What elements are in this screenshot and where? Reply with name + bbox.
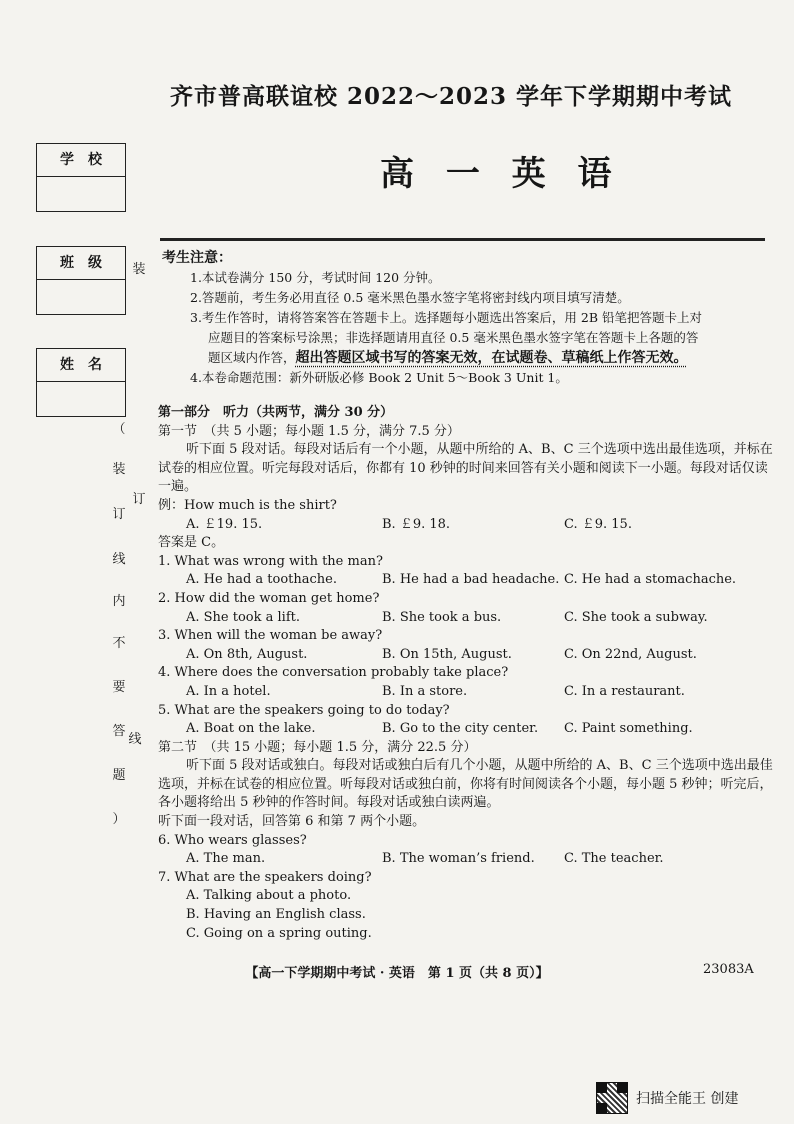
option[interactable]: C. In a restaurant. xyxy=(564,683,685,699)
notice-block xyxy=(162,248,772,388)
binding-char: 装 xyxy=(112,462,126,477)
notice-item: 2.答题前，考生务必用直径 0.5 毫米黑色墨水签字笔将密封线内项目填写清楚。 xyxy=(190,290,630,305)
header-rule xyxy=(160,238,765,241)
exam-title: 齐市普高联谊校 2022～2023 学年下学期期中考试 xyxy=(170,83,733,110)
subject-title: 高 一 英 语 xyxy=(380,154,622,194)
option[interactable]: C. Paint something. xyxy=(564,721,693,737)
question: 7. What are the speakers doing? xyxy=(158,869,372,885)
option[interactable]: A. In a hotel. xyxy=(186,683,271,699)
option[interactable]: B. ￡9. 18. xyxy=(382,516,451,532)
option[interactable]: A. She took a lift. xyxy=(186,609,301,625)
bind-mark: 装 xyxy=(132,262,146,277)
question: 5. What are the speakers going to do today? xyxy=(158,702,450,718)
option[interactable]: C. ￡9. 15. xyxy=(564,516,632,532)
binding-char: 内 xyxy=(112,594,126,609)
class-label: 班 级 xyxy=(37,247,125,280)
option[interactable]: B. Having an English class. xyxy=(186,907,366,923)
section1-heading: 第一节 （共 5 小题；每小题 1.5 分，满分 7.5 分） xyxy=(158,423,460,439)
bind-mark: 线 xyxy=(128,732,142,747)
binding-char: （ xyxy=(112,422,126,437)
binding-char: 不 xyxy=(112,636,126,651)
notice-text: 题区域内作答， xyxy=(208,350,296,365)
option[interactable]: B. Go to the city center. xyxy=(382,721,539,737)
notice-item: 应题目的答案标号涂黑；非选择题请用直径 0.5 毫米黑色墨水签字笔在答题卡上各题的答 xyxy=(208,330,699,345)
example-answer: 答案是 C。 xyxy=(158,535,225,551)
option[interactable]: B. She took a bus. xyxy=(382,609,502,625)
question: 3. When will the woman be away? xyxy=(158,628,383,644)
option[interactable]: A. Boat on the lake. xyxy=(186,721,316,737)
watermark-text: 扫描全能王 创建 xyxy=(636,1091,739,1107)
name-label: 姓 名 xyxy=(37,349,125,382)
binding-char: ） xyxy=(112,812,126,827)
school-label: 学 校 xyxy=(37,144,125,177)
notice-item xyxy=(162,348,772,368)
option[interactable]: C. He had a stomachache. xyxy=(564,572,737,588)
option[interactable]: B. The woman’s friend. xyxy=(382,851,535,867)
page-footer: 【高一下学期期中考试 · 英语 第 1 页（共 8 页）】 xyxy=(245,966,549,981)
option[interactable]: B. He had a bad headache. xyxy=(382,572,560,588)
option[interactable]: A. Talking about a photo. xyxy=(186,888,352,904)
option[interactable]: B. On 15th, August. xyxy=(382,646,512,662)
binding-char: 题 xyxy=(112,768,126,783)
section1-instructions: 听下面 5 段对话。每段对话后有一个小题，从题中所给的 A、B、C 三个选项中选出最佳选项，并标在试卷的相应位置。听完每段对话后，你都有 10 秒钟的时间来回答有关小题和阅读下一小题。每段对话仅读一遍。 xyxy=(158,442,773,495)
options xyxy=(158,720,778,739)
qr-code-icon xyxy=(596,1082,628,1114)
option[interactable]: A. The man. xyxy=(186,851,266,867)
class-box xyxy=(36,246,126,315)
option[interactable]: C. On 22nd, August. xyxy=(564,646,697,662)
question: 6. Who wears glasses? xyxy=(158,832,307,848)
school-box xyxy=(36,143,126,212)
bind-mark: 订 xyxy=(132,492,146,507)
option[interactable]: A. He had a toothache. xyxy=(186,572,337,588)
question: 4. Where does the conversation probably take place? xyxy=(158,665,509,681)
option[interactable]: C. She took a subway. xyxy=(564,609,708,625)
notice-item: 1.本试卷满分 150 分，考试时间 120 分钟。 xyxy=(190,270,441,285)
section2-instructions: 听下面 5 段对话或独白。每段对话或独白后有几个小题，从题中所给的 A、B、C 三个选项中选出最佳选项，并标在试卷的相应位置。听每段对话或独白前，你将有时间阅读各个小题，每小题 5 秒钟；听完后，各小题将给出 5 秒钟的作答时间。每段对话或独白读两遍。 xyxy=(158,758,773,811)
option[interactable]: A. On 8th, August. xyxy=(186,646,308,662)
option[interactable]: A. ￡19. 15. xyxy=(186,516,263,532)
name-field[interactable] xyxy=(37,382,125,416)
class-field[interactable] xyxy=(37,280,125,314)
listening-section xyxy=(158,404,778,943)
binding-char: 订 xyxy=(112,507,126,522)
options xyxy=(158,646,778,665)
scanner-watermark xyxy=(596,1082,738,1114)
options xyxy=(158,609,778,628)
example-question: 例：How much is the shirt? xyxy=(158,497,337,513)
notice-item: 3.考生作答时，请将答案答在答题卡上。选择题每小题选出答案后，用 2B 铅笔把答题卡上对 xyxy=(190,310,703,325)
binding-char: 线 xyxy=(112,552,126,567)
binding-char: 答 xyxy=(112,724,126,739)
option[interactable]: C. Going on a spring outing. xyxy=(186,925,372,941)
options xyxy=(158,571,778,590)
paper-code: 23083A xyxy=(703,962,754,977)
question: 2. How did the woman get home? xyxy=(158,590,380,606)
example-options xyxy=(158,516,778,535)
notice-item: 4.本卷命题范围：新外研版必修 Book 2 Unit 5～Book 3 Unit 1。 xyxy=(190,370,568,385)
notice-title: 考生注意： xyxy=(162,250,232,266)
binding-char: 要 xyxy=(112,680,126,695)
dialogue-lead: 听下面一段对话，回答第 6 和第 7 两个小题。 xyxy=(158,814,426,830)
notice-emphasis: 超出答题区域书写的答案无效，在试题卷、草稿纸上作答无效。 xyxy=(295,350,688,366)
name-box xyxy=(36,348,126,417)
question: 1. What was wrong with the man? xyxy=(158,553,383,569)
option[interactable]: C. The teacher. xyxy=(564,851,664,867)
option[interactable]: B. In a store. xyxy=(382,683,468,699)
section2-heading: 第二节 （共 15 小题；每小题 1.5 分，满分 22.5 分） xyxy=(158,739,477,755)
options xyxy=(158,683,778,702)
options xyxy=(158,850,778,869)
school-field[interactable] xyxy=(37,177,125,211)
part1-heading: 第一部分 听力（共两节，满分 30 分） xyxy=(158,405,394,420)
